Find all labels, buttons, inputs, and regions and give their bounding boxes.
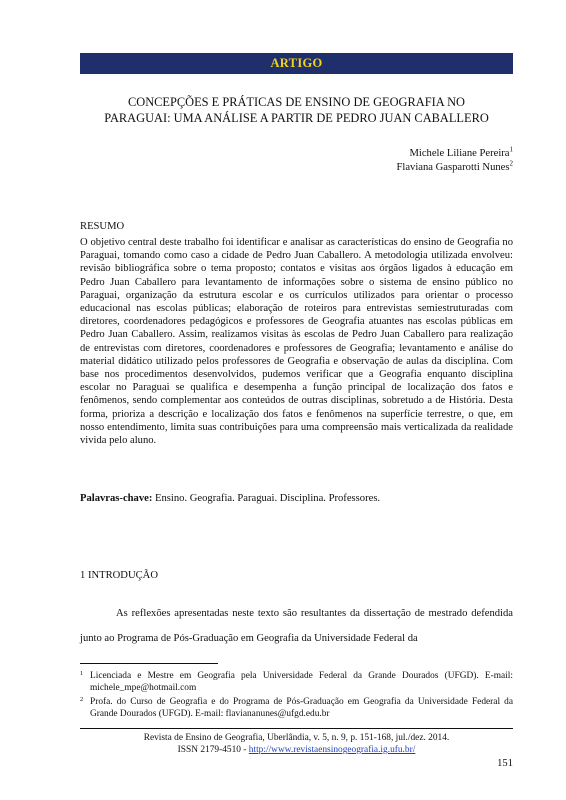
author-1	[397, 147, 513, 161]
footer-separator	[80, 728, 513, 729]
introduction-paragraph: As reflexões apresentadas neste texto são resultantes da dissertação de mestrado defendida junto ao Programa de Pós-Graduação em Geografia da Universidade Federal da	[80, 608, 513, 644]
article-title	[80, 94, 513, 126]
footnote-mark: 1	[80, 670, 84, 677]
title-line-2: PARAGUAI: UMA ANÁLISE A PARTIR DE PEDRO JUAN CABALLERO	[104, 111, 489, 125]
author-list	[397, 147, 513, 175]
journal-citation: Revista de Ensino de Geografia, Uberlândia, v. 5, n. 9, p. 151-168, jul./dez. 2014.	[143, 733, 450, 743]
abstract-text: O objetivo central deste trabalho foi identificar e analisar as características do ensino de Geografia no Paraguai, tomando como caso a cidade de Pedro Juan Caballero. A metodologia utilizada envolveu: revisão bibliográfica sobre o tema proposto; contatos e visitas aos órgãos ligados à educação em Pedro Juan Caballero para levantamento de informações sobre o sistema de ensino público no Paraguai, organização da estrutura escolar e os currículos utilizados para orientar o processo educacional nas escolas públicas; elaboração de roteiros para entrevistas semiestruturadas com diretores, coordenadores pedagógicos e professores de Geografia atuantes nas escolas públicas em Pedro Juan Caballero. Assim, realizamos visitas às escolas de Pedro Juan Caballero para realização de entrevistas com diretores, coordenadores e professores de Geografia; levantamento e análise do material didático utilizado pelos professores de Geografia e observação de aulas da disciplina. Com base nos procedimentos desenvolvidos, pudemos verificar que a Geografia enquanto disciplina escolar no Paraguai se qualifica e desempenha a função principal de localização dos fatos e fenômenos, sendo complementar aos conteúdos de outras disciplinas, sobretudo a de História. Desta forma, prioriza a descrição e localização dos fatos e fenômenos na superfície terrestre, o que, em nosso entendimento, limita suas contribuições para uma compreensão mais verticalizada da realidade vivida pelo aluno.	[80, 237, 513, 447]
footnote-1	[80, 670, 513, 694]
introduction-heading: 1 INTRODUÇÃO	[80, 570, 158, 581]
author-2	[397, 161, 513, 175]
author-footnote-mark: 1	[509, 145, 513, 154]
footnote-2	[80, 696, 513, 720]
issn: ISSN 2179-4510 -	[177, 745, 249, 755]
article-type-banner: ARTIGO	[80, 53, 513, 74]
author-footnote-mark: 2	[509, 159, 513, 168]
author-name: Flaviana Gasparotti Nunes	[396, 162, 510, 173]
footnote-text: Licenciada e Mestre em Geografia pela Universidade Federal da Grande Dourados (UFGD). E-mail: michele_mpe@hotmail.com	[90, 671, 513, 693]
footnotes	[80, 670, 513, 722]
journal-url-link[interactable]: http://www.revistaensinogeografia.ig.ufu.br/	[248, 745, 416, 755]
footnote-separator	[80, 663, 218, 664]
title-line-1: CONCEPÇÕES E PRÁTICAS DE ENSINO DE GEOGRAFIA NO	[128, 95, 465, 109]
journal-footer	[80, 732, 513, 756]
keywords-list: Ensino. Geografia. Paraguai. Disciplina. Professores.	[152, 493, 381, 504]
footnote-text: Profa. do Curso de Geografia e do Programa de Pós-Graduação em Geografia da Universidade Federal da Grande Dourados (UFGD). E-mail: flaviananunes@ufgd.edu.br	[90, 697, 513, 719]
journal-issn-line	[80, 744, 513, 756]
footnote-mark: 2	[80, 696, 84, 703]
keywords	[80, 492, 513, 505]
author-name: Michele Liliane Pereira	[409, 148, 510, 159]
abstract-heading: RESUMO	[80, 221, 125, 232]
keywords-label: Palavras-chave:	[80, 493, 153, 504]
page-number: 151	[497, 758, 513, 769]
